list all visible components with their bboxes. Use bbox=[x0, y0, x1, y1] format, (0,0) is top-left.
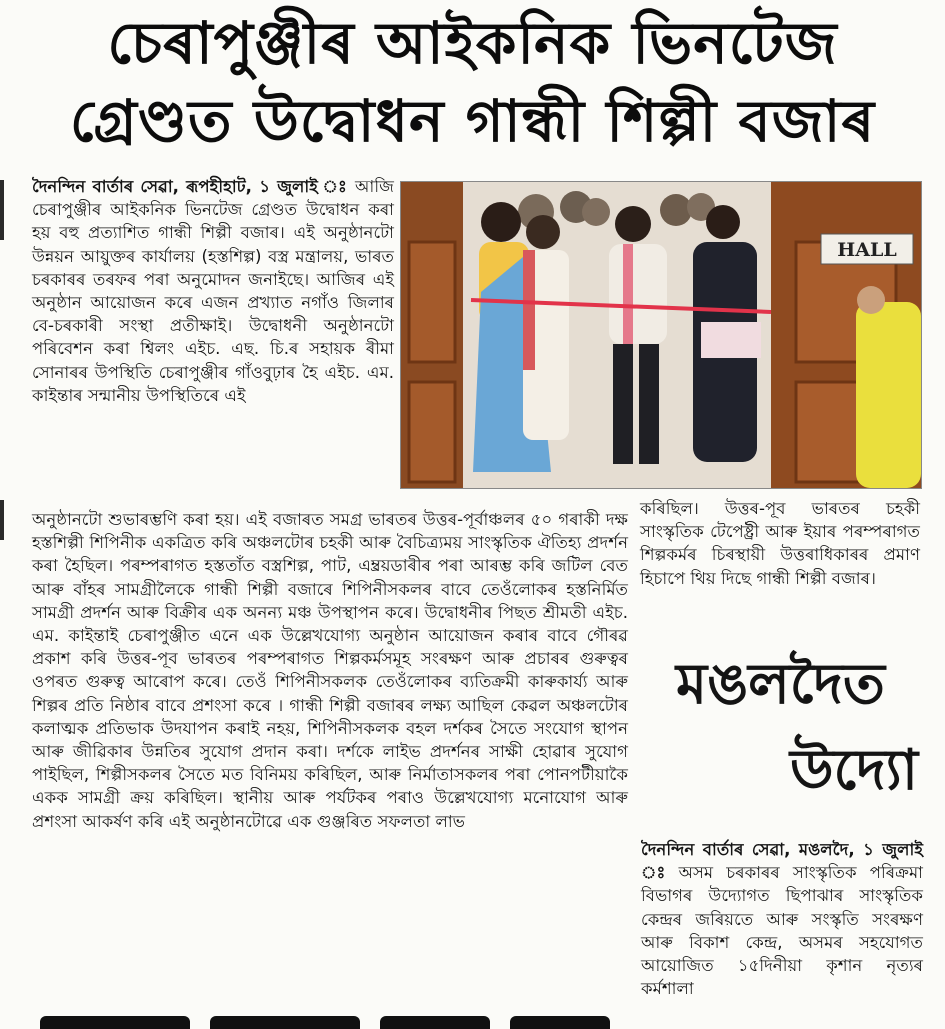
second-article-headline-line-1: মঙলদৈত bbox=[676, 652, 885, 717]
inauguration-photo bbox=[400, 181, 922, 489]
photo-illustration bbox=[401, 182, 921, 488]
second-article-headline-line-2: উদ্যো bbox=[790, 738, 919, 803]
article-continuation-column: কৰিছিল। উত্তৰ-পূব ভাৰতৰ চহকী সাংস্কৃতিক টেপেষ্ট্ৰী আৰু ইয়াৰ পৰম্পৰাগত শিল্পকৰ্মৰ চিৰস্থায়ী উত্তৰাধিকাৰৰ প্ৰমাণ হিচাপে থিয় দিছে গান্ধী শিল্পী বজাৰ। bbox=[640, 499, 920, 588]
hall-sign-text: HALL bbox=[837, 239, 897, 261]
page-edge-mark bbox=[0, 500, 4, 540]
page-edge-mark bbox=[0, 180, 4, 240]
second-article-column bbox=[641, 838, 923, 1000]
second-article-dateline: দৈনন্দিন বাৰ্তাৰ সেৱা, মঙলদৈ, ১ জুলাই ঃ bbox=[641, 840, 923, 883]
article-main-column: অনুষ্ঠানটো শুভাৰম্ভণি কৰা হয়। এই বজাৰত সমগ্ৰ ভাৰতৰ উত্তৰ-পূৰ্বাঞ্চলৰ ৫০ গৰাকী দক্ষ হস্তশিল্পী শিপিনীক একত্ৰিত কৰি অঞ্চলটোৰ চহকী আৰু বৈচিত্ৰ্যময় সাংস্কৃতিক ঐতিহ্য প্ৰদৰ্শন কৰা হৈছিল। পৰম্পৰাগত হস্ততাঁত বস্ত্ৰশিল্প, পাট, এম্ব্ৰয়ডাৰীৰ পৰা আৰম্ভ কৰি জটিল বেত আৰু বাঁহৰ সামগ্ৰীলৈকে গান্ধী শিল্পী বজাৰে শিপিনীসকলৰ বাবে তেওঁলোকৰ হস্তনিৰ্মিত সামগ্ৰী প্ৰদৰ্শন আৰু বিক্ৰীৰ এক অনন্য মঞ্চ উপস্থাপন কৰে। উদ্বোধনীৰ পিছত শ্ৰীমতী এইচ. এম. কাইন্তাই চেৰাপুঞ্জীত এনে এক উল্লেখযোগ্য অনুষ্ঠান আয়োজন কৰাৰ বাবে গৌৰৱ প্ৰকাশ কৰি উত্তৰ-পূব ভাৰতৰ পৰম্পৰাগত শিল্পকৰ্মসমূহ সংৰক্ষণ আৰু প্ৰচাৰৰ গুৰুত্বৰ ওপৰত গুৰুত্ব আৰোপ কৰে। তেওঁ শিপিনীসকলক তেওঁলোকৰ ব্যতিক্ৰমী কাৰুকাৰ্য্য আৰু শিল্পৰ প্ৰতি নিষ্ঠাৰ বাবে প্ৰশংসা কৰে । গান্ধী শিল্পী বজাৰৰ লক্ষ্য আছিল কেৱল অঞ্চলটোৰ কলাত্মক প্ৰতিভাক উদযাপন কৰাই নহয়, শিপিনীসকলক বহল দৰ্শকৰ সৈতে সংযোগ স্থাপন আৰু জীৱিকাৰ উন্নতিৰ সুযোগ প্ৰদান কৰা। দৰ্শকে লাইভ প্ৰদৰ্শনৰ সাক্ষী হোৱাৰ সুযোগ পাইছিল, শিল্পীসকলৰ সৈতে মত বিনিময় কৰিছিল, আৰু নিৰ্মাতাসকলৰ পৰা পোনপটীয়াকৈ একক সামগ্ৰী ক্ৰয় কৰিছিল। স্থানীয় আৰু পৰ্যটকৰ পৰাও উল্লেখযোগ্য মনোযোগ আৰু প্ৰশংসা আকৰ্ষণ কৰি এই অনুষ্ঠানটোৱে এক গুঞ্জৰিত সফলতা লাভ bbox=[32, 510, 628, 831]
article-intro-body: আজি চেৰাপুঞ্জীৰ আইকনিক ভিনটেজ গ্ৰেণ্ডত উদ্বোধন কৰা হয় বহু প্ৰত্যাশিত গান্ধী শিল্পী বজাৰ। এই অনুষ্ঠানটো উন্নয়ন আয়ুক্তৰ কাৰ্যালয় (হস্তশিল্প) বস্ত্ৰ মন্ত্ৰালয়, ভাৰত চৰকাৰৰ তৰফৰ পৰা অনুমোদন জনাইছে। আজিৰ এই অনুষ্ঠান আয়োজন কৰে এজন প্ৰখ্যাত নগাঁও জিলাৰ বে-চৰকাৰী সংস্থা প্ৰতীক্ষাই। উদ্বোধনী অনুষ্ঠানটো পৰিবেশন কৰা শ্বিলং এইচ. এছ. চি.ৰ সহায়ক ৰীমা সোনাৰৰ উপস্থিতি চেৰাপুঞ্জীৰ গাঁওবুঢ়াৰ হৈ এইচ. এম. কাইন্তাৰ সন্মানীয় উপস্থিতিৰে এই bbox=[32, 177, 394, 405]
headline-line-1: চেৰাপুঞ্জীৰ আইকনিক ভিনটেজ bbox=[107, 9, 838, 77]
next-headline-fragment bbox=[40, 1008, 610, 1029]
article-intro-column bbox=[32, 175, 394, 407]
second-article-body: অসম চৰকাৰৰ সাংস্কৃতিক পৰিক্ৰমা বিভাগৰ উদ্যোগত ছিপাঝাৰ সাংস্কৃতিক কেন্দ্ৰৰ জৰিয়তে আৰু সংস্কৃতি সংৰক্ষণ আৰু বিকাশ কেন্দ্ৰ, অসমৰ সহযোগত আয়োজিত ১৫দিনীয়া কৃশান নৃত্যৰ কৰ্মশালা bbox=[641, 863, 923, 999]
article-dateline: দৈনন্দিন বাৰ্তাৰ সেৱা, ৰূপহীহাট, ১ জুলাই ঃ bbox=[32, 177, 349, 196]
headline-line-2: গ্ৰেণ্ডত উদ্বোধন গান্ধী শিল্পী বজাৰ bbox=[69, 87, 876, 155]
